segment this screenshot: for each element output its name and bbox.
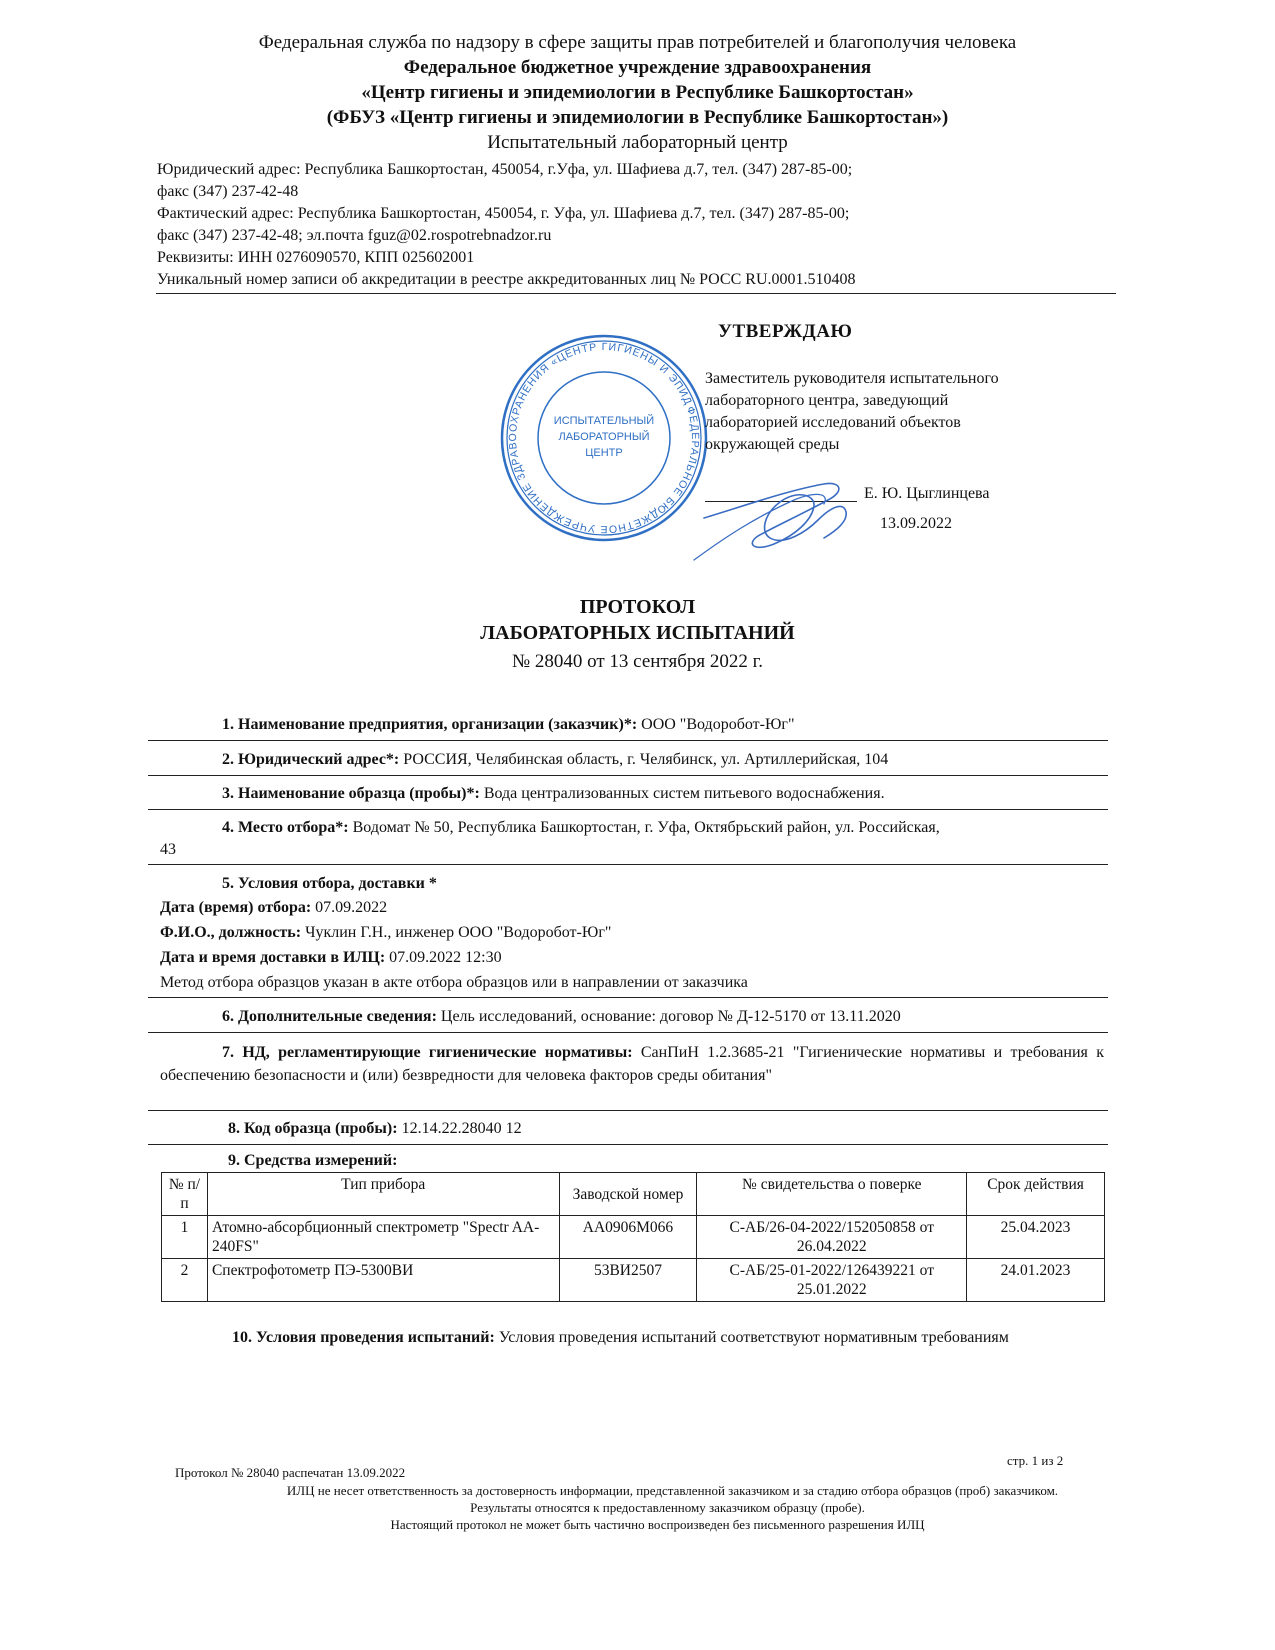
table-cell: 25.04.2023 xyxy=(967,1216,1105,1259)
section-additional xyxy=(222,1006,901,1028)
section-standards-value: СанПиН 1.2.3685-21 "Гигиенические нормативы и требования к обеспечению безопасности и (или) безвредности для человека факторов среды обитания" xyxy=(160,1044,1104,1084)
section-legal-address xyxy=(222,749,888,771)
sampler-name xyxy=(160,922,611,944)
section-customer-label: 1. Наименование предприятия, организации (заказчик)*: xyxy=(222,716,638,733)
table-cell: 2 xyxy=(162,1259,208,1302)
section-instruments-label: 9. Средства измерений: xyxy=(228,1152,398,1169)
section-sample-name-label: 3. Наименование образца (пробы)*: xyxy=(222,785,480,802)
divider-3 xyxy=(148,809,1108,810)
section-sampling-place-value: Водомат № 50, Республика Башкортостан, г. Уфа, Октябрьский район, ул. Российская, xyxy=(348,819,940,836)
section-sample-name-value: Вода централизованных систем питьевого водоснабжения. xyxy=(479,785,885,802)
section-standards-label: 7. НД, регламентирующие гигиенические нормативы: xyxy=(222,1044,633,1061)
section-sample-code xyxy=(228,1118,522,1140)
approval-name: Е. Ю. Цыглинцева xyxy=(864,485,990,502)
delivery-date-label: Дата и время доставки в ИЛЦ: xyxy=(160,949,386,966)
footer-note-3: Настоящий протокол не может быть частично воспроизведен без письменного разрешения ИЛЦ xyxy=(390,1517,925,1532)
delivery-date-value: 07.09.2022 12:30 xyxy=(385,949,502,966)
protocol-subtitle: ЛАБОРАТОРНЫХ ИСПЫТАНИЙ xyxy=(480,622,795,644)
approval-title: УТВЕРЖДАЮ xyxy=(718,321,853,342)
approval-date: 13.09.2022 xyxy=(880,515,952,532)
divider-1 xyxy=(148,740,1108,741)
legal-address: Юридический адрес: Республика Башкортостан, 450054, г.Уфа, ул. Шафиева д.7, тел. (347) 287-85-00; xyxy=(157,161,853,178)
table-cell: 24.01.2023 xyxy=(967,1259,1105,1302)
delivery-date xyxy=(160,947,502,969)
table-header-cell: Срок действия xyxy=(967,1173,1105,1216)
table-header-cell: Тип прибора xyxy=(207,1173,559,1216)
section-sample-code-label: 8. Код образца (пробы): xyxy=(228,1120,398,1137)
stamp-center-line2: ЛАБОРАТОРНЫЙ xyxy=(558,431,650,443)
section-test-conditions-label: 10. Условия проведения испытаний: xyxy=(232,1329,495,1346)
table-row xyxy=(162,1259,1105,1302)
section-conditions-label: 5. Условия отбора, доставки * xyxy=(222,875,437,892)
table-header-row xyxy=(162,1173,1105,1216)
approval-position-line: Заместитель руководителя испытательного xyxy=(705,370,999,387)
section-customer xyxy=(222,714,794,736)
table-cell: 53ВИ2507 xyxy=(559,1259,697,1302)
section-test-conditions-value: Условия проведения испытаний соответствуют нормативным требованиям xyxy=(494,1329,1009,1346)
sampling-date-label: Дата (время) отбора: xyxy=(160,899,312,916)
section-sampling-place-label: 4. Место отбора*: xyxy=(222,819,349,836)
section-sample-name xyxy=(222,783,885,805)
sampling-method: Метод отбора образцов указан в акте отбора образцов или в направлении от заказчика xyxy=(160,974,748,991)
section-customer-value: ООО "Водоробот-Юг" xyxy=(637,716,795,733)
table-cell: С-АБ/26-04-2022/152050858 от 26.04.2022 xyxy=(697,1216,967,1259)
table-header-cell: № свидетельства о поверке xyxy=(697,1173,967,1216)
divider-4 xyxy=(148,864,1108,865)
table-row xyxy=(162,1216,1105,1259)
header-institution: Федеральное бюджетное учреждение здравоохранения xyxy=(403,57,872,78)
footer-page-number: стр. 1 из 2 xyxy=(1007,1453,1064,1468)
table-header-cell: Заводской номер xyxy=(559,1173,697,1216)
approval-position-line: лабораторией исследований объектов xyxy=(705,414,961,431)
divider-6 xyxy=(148,1032,1108,1033)
footer-note-1: ИЛЦ не несет ответственность за достоверность информации, представленной заказчиком и за стадию отбора образцов (проб) заказчиком. xyxy=(286,1483,1059,1498)
section-sampling-place-cont: 43 xyxy=(160,841,176,858)
round-stamp xyxy=(498,332,710,544)
header-agency: Федеральная служба по надзору в сфере защиты прав потребителей и благополучия человека xyxy=(258,32,1017,53)
table-cell: 1 xyxy=(162,1216,208,1259)
section-sampling-place xyxy=(222,817,940,839)
stamp-center-line3: ЦЕНТР xyxy=(585,447,623,459)
divider-2 xyxy=(148,775,1108,776)
sampling-date-value: 07.09.2022 xyxy=(311,899,388,916)
actual-address: Фактический адрес: Республика Башкортостан, 450054, г. Уфа, ул. Шафиева д.7, тел. (347) 287-85-00; xyxy=(157,205,850,222)
section-additional-label: 6. Дополнительные сведения: xyxy=(222,1008,437,1025)
footer-printed: Протокол № 28040 распечатан 13.09.2022 xyxy=(175,1465,406,1480)
divider-7 xyxy=(148,1110,1108,1111)
section-test-conditions xyxy=(160,1326,1080,1349)
section-additional-value: Цель исследований, основание: договор № Д-12-5170 от 13.11.2020 xyxy=(436,1008,901,1025)
stamp-outer-text: ФЕДЕРАЛЬНОЕ БЮДЖЕТНОЕ УЧРЕЖДЕНИЕ ЗДРАВООХРАНЕНИЯ «ЦЕНТР ГИГИЕНЫ И ЭПИДЕМИОЛОГИИ xyxy=(506,340,702,536)
table-header-cell: № п/п xyxy=(162,1173,208,1216)
section-legal-address-value: РОССИЯ, Челябинская область, г. Челябинск, ул. Артиллерийская, 104 xyxy=(399,751,889,768)
sampling-date xyxy=(160,897,387,919)
header-divider xyxy=(156,293,1116,294)
header-center-name: «Центр гигиены и эпидемиологии в Республике Башкортостан» xyxy=(361,82,914,103)
section-standards xyxy=(160,1041,1104,1087)
sampler-name-label: Ф.И.О., должность: xyxy=(160,924,302,941)
divider-5 xyxy=(148,997,1108,998)
section-sample-code-value: 12.14.22.28040 12 xyxy=(397,1120,522,1137)
section-legal-address-label: 2. Юридический адрес*: xyxy=(222,751,400,768)
actual-contacts: факс (347) 237-42-48; эл.почта fguz@02.rospotrebnadzor.ru xyxy=(157,227,552,244)
header-center-abbr: (ФБУЗ «Центр гигиены и эпидемиологии в Республике Башкортостан») xyxy=(326,107,949,128)
signature xyxy=(684,440,874,580)
approval-position-line: лабораторного центра, заведующий xyxy=(705,392,949,409)
table-cell: АА0906М066 xyxy=(559,1216,697,1259)
instruments-table xyxy=(161,1172,1105,1302)
approval-position-line: окружающей среды xyxy=(705,436,840,453)
protocol-title: ПРОТОКОЛ xyxy=(579,596,696,618)
accreditation: Уникальный номер записи об аккредитации в реестре аккредитованных лиц № РОСС RU.0001.510408 xyxy=(157,271,856,288)
protocol-number: № 28040 от 13 сентября 2022 г. xyxy=(511,651,764,672)
legal-fax: факс (347) 237-42-48 xyxy=(157,183,299,200)
requisites: Реквизиты: ИНН 0276090570, КПП 025602001 xyxy=(157,249,475,266)
divider-8 xyxy=(148,1144,1108,1145)
header-lab: Испытательный лабораторный центр xyxy=(487,132,788,153)
sampler-name-value: Чуклин Г.Н., инженер ООО "Водоробот-Юг" xyxy=(301,924,612,941)
table-cell: Атомно-абсорбционный спектрометр "Spectr AA-240FS" xyxy=(207,1216,559,1259)
table-cell: Спектрофотометр ПЭ-5300ВИ xyxy=(207,1259,559,1302)
stamp-center-line1: ИСПЫТАТЕЛЬНЫЙ xyxy=(553,415,655,427)
footer-note-2: Результаты относятся к предоставленному заказчиком образцу (пробе). xyxy=(470,1500,865,1515)
table-cell: С-АБ/25-01-2022/126439221 от 25.01.2022 xyxy=(697,1259,967,1302)
